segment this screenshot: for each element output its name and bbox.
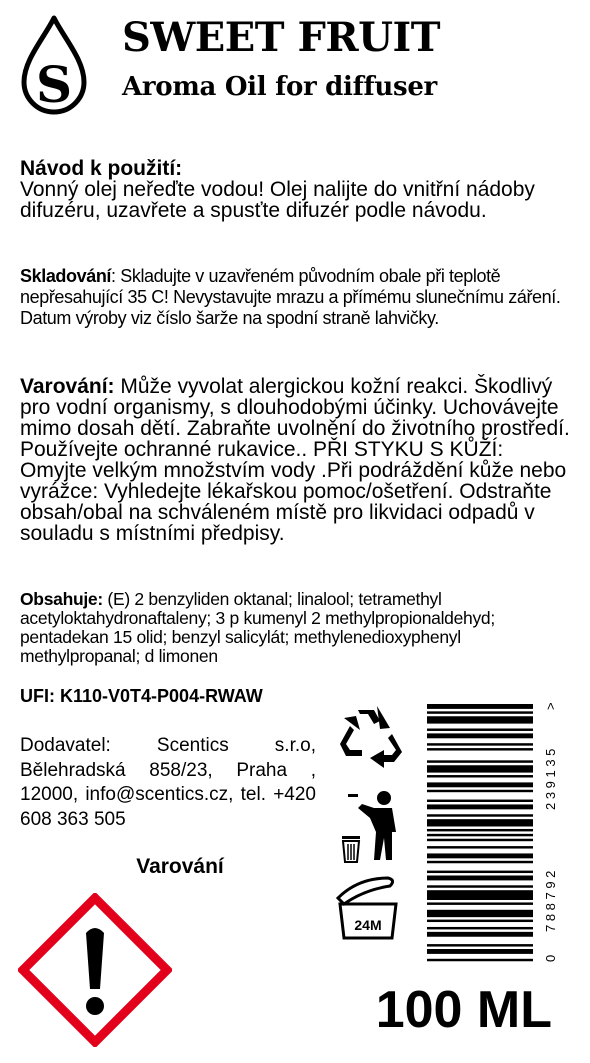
barcode-bar [427, 782, 533, 787]
barcode-bar [427, 743, 533, 745]
ufi-code: UFI: K110-V0T4-P004-RWAW [20, 686, 263, 706]
barcode-bar [427, 902, 533, 904]
barcode-bar [427, 885, 533, 887]
barcode-bar [427, 804, 533, 809]
ingredients-heading: Obsahuje: [20, 589, 103, 609]
barcode-bars [427, 704, 533, 961]
barcode-bar [427, 890, 533, 900]
barcode-end-mark: > [543, 702, 558, 710]
barcode-bar [427, 949, 533, 954]
barcode-bar [427, 775, 533, 777]
instructions-heading: Návod k použití: [20, 157, 183, 180]
barcode-bar [427, 729, 533, 731]
barcode-bar [427, 819, 533, 826]
barcode-bar [427, 834, 533, 836]
ingredients-section [20, 590, 570, 666]
recycle-icon [340, 706, 402, 768]
pao-label: 24M [354, 917, 382, 933]
barcode-group-2: 239135 [543, 745, 558, 810]
barcode-bar [427, 876, 533, 881]
disposal-symbols [330, 700, 410, 950]
product-title: SWEET FRUIT [122, 14, 440, 61]
warning-section [20, 376, 570, 544]
instructions-section [20, 158, 570, 221]
storage-heading: Skladování [20, 266, 112, 286]
warning-heading: Varování: [20, 375, 115, 398]
barcode-bar [427, 861, 533, 863]
barcode-bar [427, 932, 533, 937]
barcode-bar [427, 839, 533, 841]
product-subtitle: Aroma Oil for diffuser [122, 72, 437, 102]
barcode-bar [427, 814, 533, 816]
barcode-bar [427, 711, 533, 713]
barcode-bar [427, 716, 533, 723]
barcode-bar [427, 733, 533, 738]
barcode [425, 700, 561, 968]
volume-label: 100 ML [375, 981, 552, 1039]
storage-section [20, 266, 570, 329]
instructions-text: Vonný olej neřeďte vodou! Olej nalijte do vnitřní nádoby difuzéru, uzavřete a spusťte difuzér podle návodu. [20, 178, 535, 222]
barcode-bar [427, 944, 533, 946]
brand-logo-icon [18, 14, 90, 118]
barcode-bar [427, 704, 533, 709]
pao-icon [338, 878, 396, 938]
barcode-bar [427, 920, 533, 922]
barcode-bar [427, 927, 533, 929]
barcode-bar [427, 790, 533, 792]
tidyman-icon [342, 791, 396, 862]
storage-text: : Skladujte v uzavřeném původním obale při teplotě nepřesahující 35 C! Nevystavujte mrazu a přímému slunečnímu záření. Datum výroby viz číslo šarže na spodní straně lahvičky. [20, 266, 561, 328]
barcode-bar [427, 800, 533, 802]
barcode-bar [427, 829, 533, 831]
barcode-bar [427, 760, 533, 762]
supplier-info: Dodavatel: Scentics s.r.o, Bělehradská 858/23, Praha , 12000, info@scentics.cz, tel. +420 608 363 505 [20, 735, 316, 830]
logo-letter: S [35, 55, 73, 114]
barcode-bar [427, 959, 533, 961]
exclamation-mark-icon [18, 893, 172, 1047]
barcode-first-digit: 0 [543, 954, 558, 962]
barcode-bar [427, 765, 533, 772]
warning-text: Může vyvolat alergickou kožní reakci. Škodlivý pro vodní organismy, s dlouhodobými účinky. Uchovávejte mimo dosah dětí. Zabraňte uvolnění do životního prostředí. Používejte ochranné rukavice.. PŘI STYKU S KŮŽÍ: Omyjte velkým množstvím vody .Při podráždění kůže nebo vyrážce: Vyhledejte lékařskou pomoc/ošetření. Odstraňte obsah/obal na schváleném místě pro likvidaci odpadů v souladu s místními předpisy. [20, 375, 570, 545]
hazard-label: Varování [136, 855, 224, 878]
barcode-bar [427, 910, 533, 917]
barcode-bar [427, 871, 533, 873]
barcode-bar [427, 853, 533, 858]
barcode-bar [427, 748, 533, 750]
barcode-group-1: 788792 [543, 867, 558, 932]
ingredients-text: (E) 2 benzyliden oktanal; linalool; tetramethyl acetyloktahydronaftaleny; 3 p kumenyl 2 methylpropionaldehyd; pentadekan 15 olid; benzyl salicylát; methylenedioxyphenyl methylpropanal; d limonen [20, 589, 495, 666]
barcode-bar [427, 846, 533, 848]
